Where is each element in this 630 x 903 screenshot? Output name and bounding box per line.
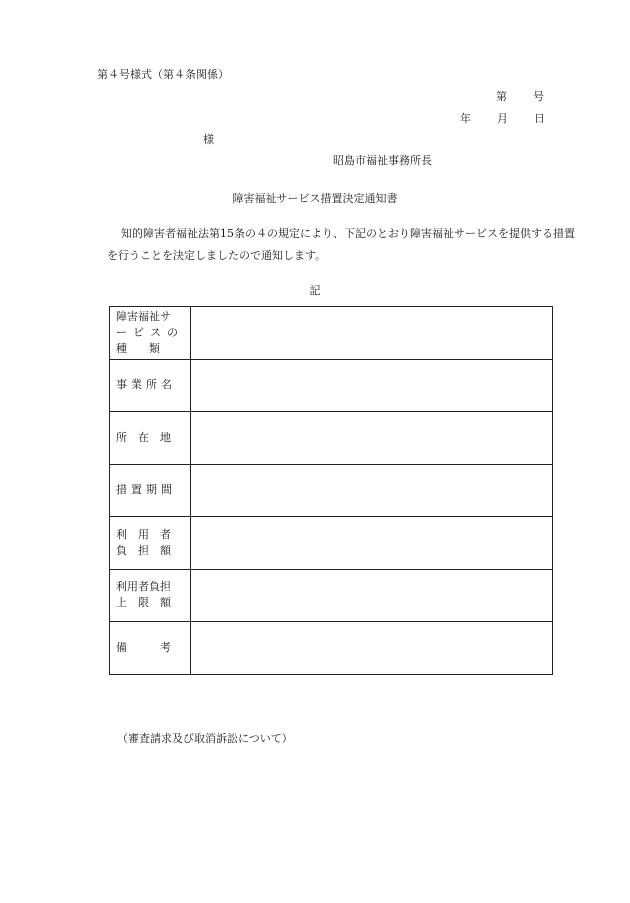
row-value-service-type[interactable] xyxy=(191,307,553,360)
label-line xyxy=(116,309,186,325)
table-row xyxy=(110,359,553,412)
row-value-remarks[interactable] xyxy=(191,622,553,675)
row-value-office-name[interactable] xyxy=(191,359,553,412)
row-value-charge-limit[interactable] xyxy=(191,569,553,622)
table-row xyxy=(110,622,553,675)
label-line: 事業所名 xyxy=(116,378,176,392)
table-row xyxy=(110,464,553,517)
label-line: 利 用 者 xyxy=(116,527,171,541)
row-value-user-charge[interactable] xyxy=(191,517,553,570)
label-line: 種 類 xyxy=(116,341,160,355)
row-label-service-type xyxy=(110,307,191,360)
details-table xyxy=(109,306,553,675)
document-date xyxy=(460,110,545,126)
ki-heading: 記 xyxy=(309,284,321,297)
document-number-suffix: 号 xyxy=(533,90,544,103)
row-label-address xyxy=(110,412,191,465)
date-day: 日 xyxy=(534,112,545,125)
row-label-remarks xyxy=(110,622,191,675)
table-row xyxy=(110,569,553,622)
table-row xyxy=(110,412,553,465)
date-month: 月 xyxy=(497,112,508,125)
table-row xyxy=(110,517,553,570)
document-title: 障害福祉サービス措置決定通知書 xyxy=(232,192,398,205)
row-value-address[interactable] xyxy=(191,412,553,465)
date-year: 年 xyxy=(460,112,471,125)
appeal-heading: （審査請求及び取消訴訟について） xyxy=(117,732,293,745)
label-line: 利用者負担 xyxy=(116,580,171,594)
label-line: ービスの xyxy=(116,325,184,339)
row-label-user-charge xyxy=(110,517,191,570)
document-number-prefix: 第 xyxy=(496,90,507,103)
row-label-period xyxy=(110,464,191,517)
label-line: 備 考 xyxy=(116,640,171,654)
row-value-period[interactable] xyxy=(191,464,553,517)
label-line: 所 在 地 xyxy=(116,430,171,444)
label-line: 負 担 額 xyxy=(116,543,171,557)
table-row xyxy=(110,307,553,360)
label-text: 障害福祉サ xyxy=(116,309,171,323)
row-label-office-name xyxy=(110,359,191,412)
addressee-honorific: 様 xyxy=(203,133,214,146)
notification-body: 知的障害者福祉法第15条の４の規定により、下記のとおり障害福祉サービスを提供する措置を行うことを決定しましたので通知します。 xyxy=(107,227,575,262)
row-label-charge-limit xyxy=(110,569,191,622)
issuer-name: 昭島市福祉事務所長 xyxy=(333,154,432,167)
label-line: 措置期間 xyxy=(116,483,176,497)
label-line: 上 限 額 xyxy=(116,596,171,610)
document-number xyxy=(496,88,544,104)
form-number-label: 第４号様式（第４条関係） xyxy=(97,68,229,81)
